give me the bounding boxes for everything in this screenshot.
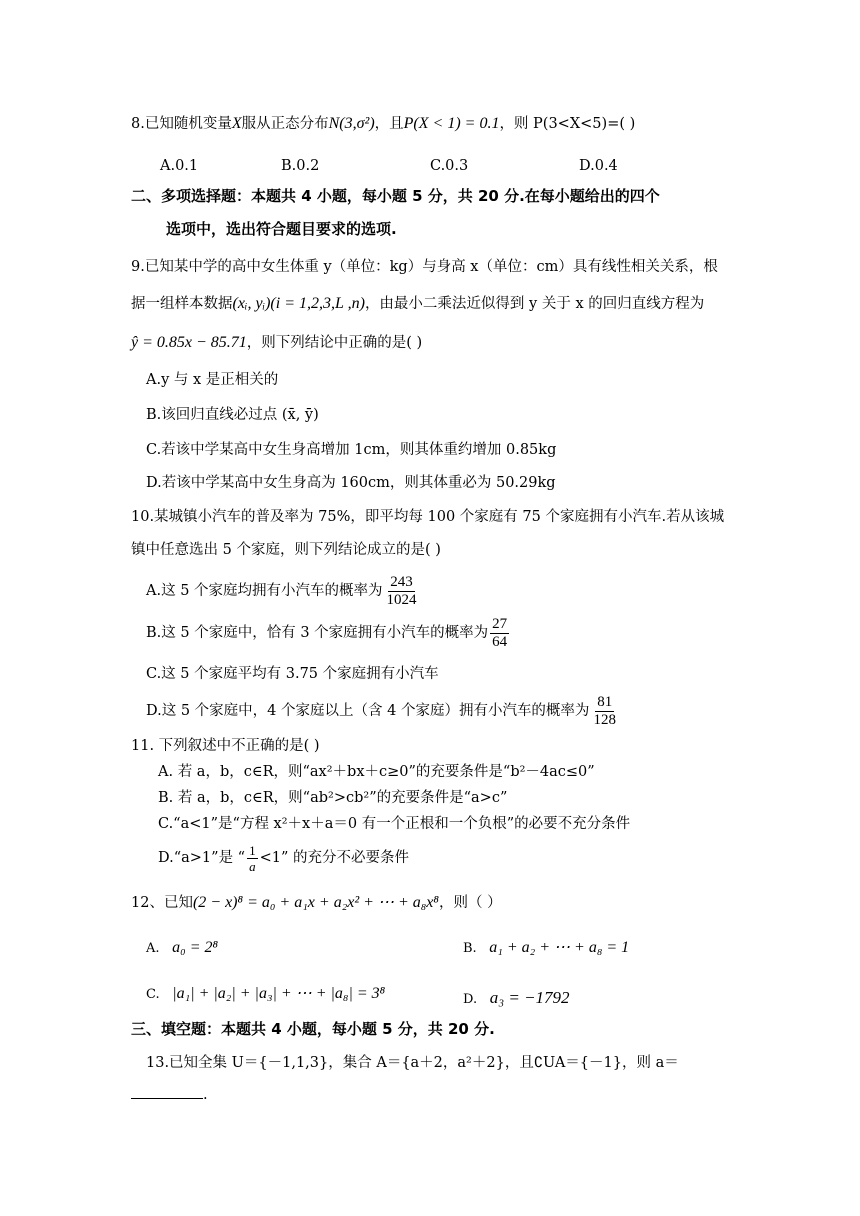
q13-line2 [131,1084,208,1105]
fraction-denominator: 1024 [386,591,417,608]
q8-stem-b: 服从正态分布 [241,116,329,132]
q9-line3 [131,333,422,353]
q8-option-c: C.0.3 [430,158,469,174]
fraction-numerator: 81 [597,693,613,710]
q12-option-d-label: D. [463,992,478,1007]
q11-option-d-fraction [247,843,258,874]
q12-option-d-math: a₃ = −1792 [489,988,570,1007]
fraction-denominator: 128 [593,711,616,728]
q9-line2-a: 据一组样本数据 [131,296,233,312]
q10-line1: 10.某城镇小汽车的普及率为 75%，即平均每 100 个家庭有 75 个家庭拥有小汽车.若从该城 [131,509,725,525]
q10-option-b-fraction [490,616,509,651]
section2-heading-cont: 选项中，选出符合题目要求的选项. [166,220,397,238]
q9-option-b: B.该回归直线必过点 (x̄, ȳ) [146,407,319,423]
fraction-denominator: 64 [492,633,508,650]
q9-option-c: C.若该中学某高中女生身高增加 1cm，则其体重约增加 0.85kg [146,442,557,458]
fraction-numerator: 1 [249,842,256,858]
q8-stem-d: ，则 P(3<X<5)=( ) [499,116,636,132]
q12-option-c-math: |a₁| + |a₂| + |a₃| + ⋯ + |a₈| = 3⁸ [172,985,386,1002]
q9-option-d: D.若该中学某高中女生身高为 160cm，则其体重必为 50.29kg [146,475,556,491]
q12-option-b-label: B. [463,941,477,956]
q13-line1: 13.已知全集 U＝{－1,1,3}，集合 A＝{a＋2，a²＋2}，且∁UA＝{－1}，则 a＝ [146,1055,679,1071]
q10-option-c: C.这 5 个家庭平均有 3.75 个家庭拥有小汽车 [146,666,439,682]
q9-line3-b: ，则下列结论中正确的是( ) [246,335,423,351]
q12-option-b [463,938,629,959]
q12-stem-a: 12、已知 [131,895,193,911]
q12-option-a-math: a₀ = 2⁸ [172,939,219,956]
q10-option-a-text: A.这 5 个家庭均拥有小汽车的概率为 [146,583,383,599]
q8-cond: P(X < 1) = 0.1 [403,115,500,132]
q9-option-a: A.y 与 x 是正相关的 [146,372,279,388]
q9-sample-data: (xᵢ, yᵢ)(i = 1,2,3,L ,n) [232,295,365,312]
q8-option-b: B.0.2 [281,158,320,174]
section3-heading: 三、填空题：本题共 4 小题，每小题 5 分，共 20 分. [131,1020,495,1038]
q10-line2: 镇中任意选出 5 个家庭，则下列结论成立的是( ) [131,542,441,558]
q8-var-x: X [231,115,242,132]
q13-answer-blank [131,1084,203,1099]
q8-stem-a: 8.已知随机变量 [131,116,232,132]
q11-option-d-a: D.“a>1”是 “ [158,850,246,866]
q11-option-a: A. 若 a，b，c∈R，则“ax²＋bx＋c≥0”的充要条件是“b²－4ac≤0” [158,764,595,780]
q12-stem [131,893,502,913]
fraction-numerator: 27 [492,615,508,632]
q11-option-c: C.“a<1”是“方程 x²＋x＋a＝0 有一个正根和一个负根”的必要不充分条件 [158,816,631,832]
q12-option-a [146,938,218,959]
q8-dist: N(3,σ²) [328,115,375,132]
q8-option-a: A.0.1 [160,158,199,174]
q9-line1: 9.已知某中学的高中女生体重 y（单位：kg）与身高 x（单位：cm）具有线性相关关系，根 [131,259,718,275]
q8-stem [131,114,635,134]
fraction-numerator: 243 [390,573,413,590]
q12-option-c-label: C. [146,987,160,1002]
q12-option-b-math: a₁ + a₂ + ⋯ + a₈ = 1 [489,939,630,956]
q10-option-b-text: B.这 5 个家庭中，恰有 3 个家庭拥有小汽车的概率为 [146,625,489,641]
q10-option-d-text: D.这 5 个家庭中，4 个家庭以上（含 4 个家庭）拥有小汽车的概率为 [146,703,590,719]
section2-heading: 二、多项选择题：本题共 4 小题，每小题 5 分，共 20 分.在每小题给出的四个 [131,187,660,205]
q9-line2 [131,294,704,314]
q8-stem-c: ，且 [374,116,404,132]
q12-option-a-label: A. [146,941,160,956]
q9-regression-eq: ŷ = 0.85x − 85.71 [131,334,247,351]
q10-option-d [146,690,620,732]
q12-stem-b: ，则（ ） [438,895,502,911]
q11-option-d-b: <1” 的充分不必要条件 [259,850,409,866]
q12-expansion: (2 − x)⁸ = a₀ + a₁x + a₂x² + ⋯ + a₈x⁸ [192,894,439,911]
q10-option-d-fraction [591,694,618,729]
q12-option-c [146,984,385,1005]
q12-option-d [463,988,570,1010]
q10-option-a [146,570,421,612]
q13-line2-end: . [203,1087,208,1103]
q9-line2-b: ，由最小二乘法近似得到 y 关于 x 的回归直线方程为 [364,296,705,312]
fraction-denominator: a [249,858,256,874]
q10-option-a-fraction [385,574,419,609]
q8-option-d: D.0.4 [579,158,618,174]
q11-option-b: B. 若 a，b，c∈R，则“ab²>cb²”的充要条件是“a>c” [158,790,508,806]
q11-option-d [158,838,409,878]
q10-option-b [146,612,511,654]
q11-stem: 11. 下列叙述中不正确的是( ) [131,738,320,754]
